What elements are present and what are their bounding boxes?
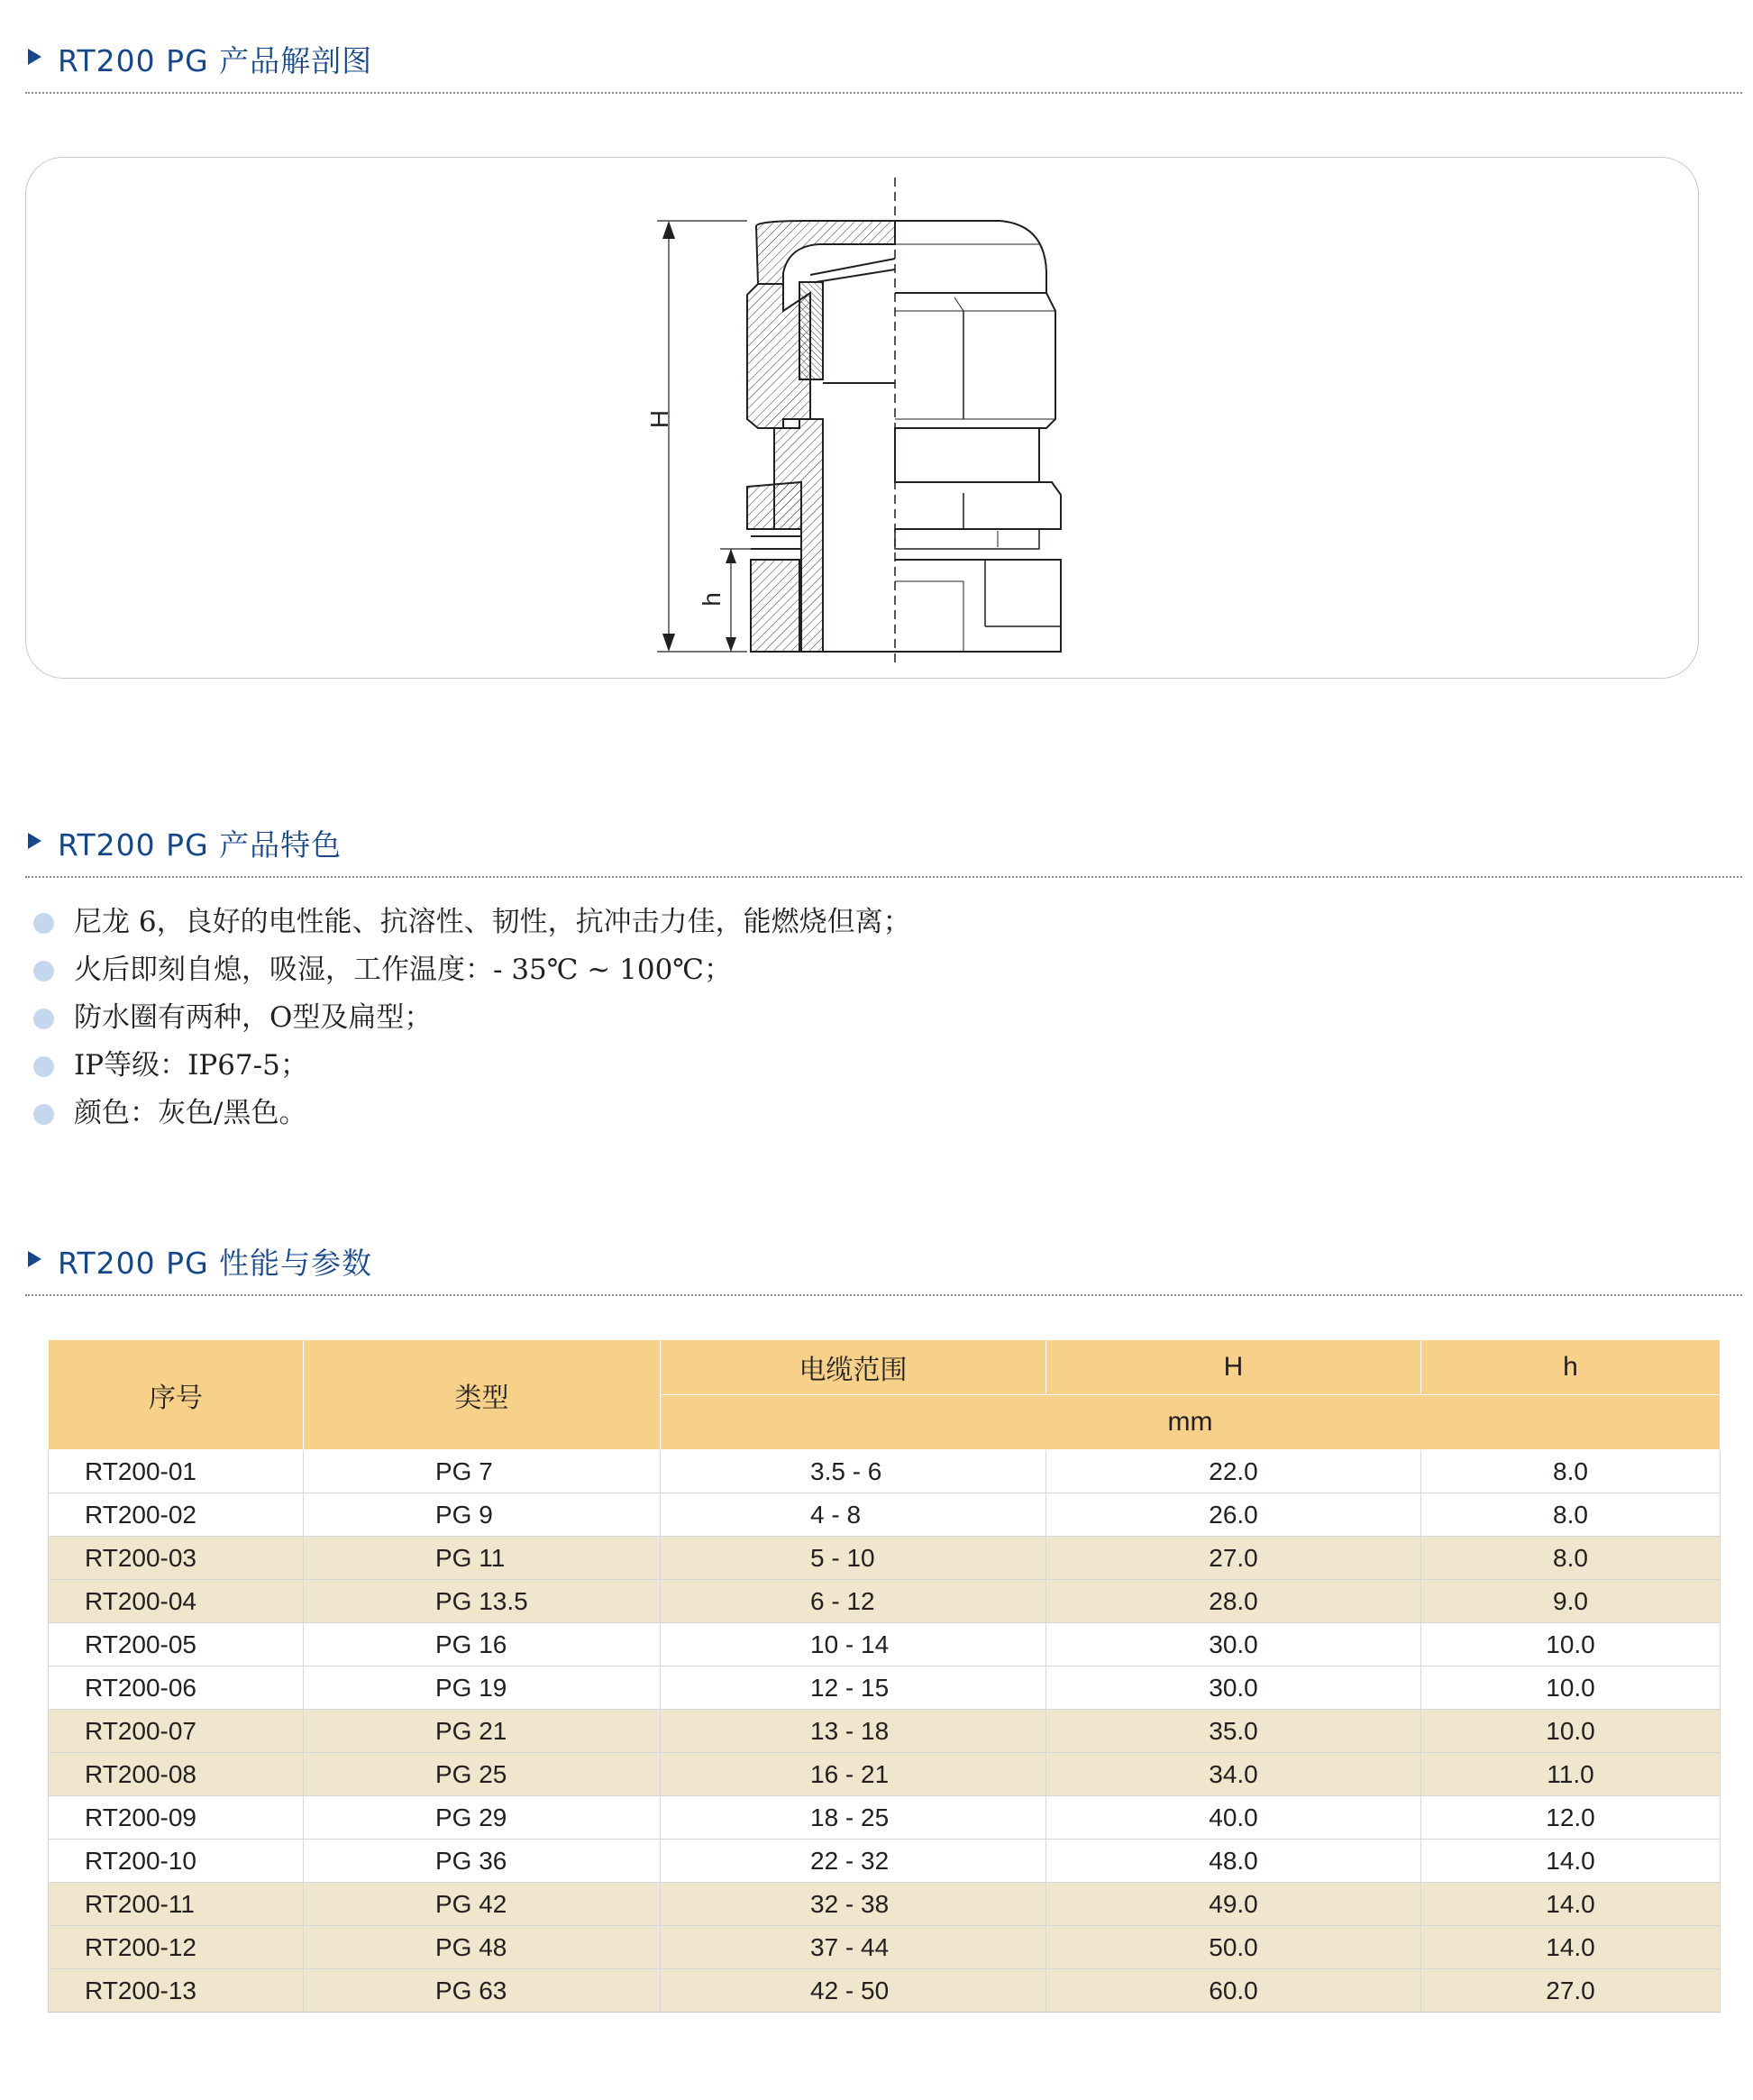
cell-serial: RT200-02 — [49, 1493, 304, 1537]
cell-cable-range: 32 - 38 — [661, 1883, 1046, 1926]
cell-h: 10.0 — [1421, 1623, 1721, 1666]
feature-list — [32, 899, 911, 1137]
table-row — [49, 1840, 1721, 1883]
cell-cable-range: 13 - 18 — [661, 1710, 1046, 1753]
cell-cable-range: 16 - 21 — [661, 1753, 1046, 1796]
header-cable-range: 电缆范围 — [661, 1340, 1046, 1395]
header-type: 类型 — [304, 1340, 661, 1450]
table-row — [49, 1883, 1721, 1926]
cell-type: PG 13.5 — [304, 1580, 661, 1623]
cell-H: 28.0 — [1046, 1580, 1421, 1623]
cell-h: 9.0 — [1421, 1580, 1721, 1623]
cell-cable-range: 3.5 - 6 — [661, 1450, 1046, 1493]
section-title: RT200 PG 性能与参数 — [58, 1246, 373, 1281]
cell-type: PG 11 — [304, 1537, 661, 1580]
cell-serial: RT200-05 — [49, 1623, 304, 1666]
cell-H: 30.0 — [1046, 1623, 1421, 1666]
spec-table — [48, 1339, 1721, 2013]
table-row — [49, 1493, 1721, 1537]
cell-h: 8.0 — [1421, 1493, 1721, 1537]
table-row — [49, 1580, 1721, 1623]
table-row — [49, 1926, 1721, 1969]
dimension-H-label: H — [645, 409, 673, 429]
cell-H: 34.0 — [1046, 1753, 1421, 1796]
cell-cable-range: 6 - 12 — [661, 1580, 1046, 1623]
cell-type: PG 21 — [304, 1710, 661, 1753]
bullet-dot-icon — [33, 913, 54, 934]
dimension-h-label: h — [698, 592, 726, 607]
feature-text: 防水圈有两种，O型及扁型； — [74, 1001, 433, 1034]
bullet-dot-icon — [33, 961, 54, 982]
cell-serial: RT200-08 — [49, 1753, 304, 1796]
feature-text: 颜色：灰色/黑色。 — [74, 1097, 307, 1129]
table-row — [49, 1796, 1721, 1840]
table-row — [49, 1710, 1721, 1753]
cell-H: 60.0 — [1046, 1969, 1421, 2013]
cell-type: PG 7 — [304, 1450, 661, 1493]
section-title: RT200 PG 产品解剖图 — [58, 43, 373, 78]
cell-type: PG 48 — [304, 1926, 661, 1969]
cell-type: PG 63 — [304, 1969, 661, 2013]
header-unit: mm — [661, 1395, 1721, 1450]
table-row — [49, 1666, 1721, 1710]
cell-type: PG 42 — [304, 1883, 661, 1926]
cell-cable-range: 10 - 14 — [661, 1623, 1046, 1666]
feature-text: 尼龙 6，良好的电性能、抗溶性、韧性，抗冲击力佳，能燃烧但离； — [74, 906, 911, 938]
cell-h: 27.0 — [1421, 1969, 1721, 2013]
table-row — [49, 1753, 1721, 1796]
header-H: H — [1046, 1340, 1421, 1395]
cell-serial: RT200-12 — [49, 1926, 304, 1969]
feature-item — [32, 994, 911, 1042]
cell-type: PG 9 — [304, 1493, 661, 1537]
cell-cable-range: 4 - 8 — [661, 1493, 1046, 1537]
cell-serial: RT200-10 — [49, 1840, 304, 1883]
cell-serial: RT200-04 — [49, 1580, 304, 1623]
cell-serial: RT200-01 — [49, 1450, 304, 1493]
cell-h: 14.0 — [1421, 1926, 1721, 1969]
cell-cable-range: 42 - 50 — [661, 1969, 1046, 2013]
bullet-dot-icon — [33, 1056, 54, 1077]
cell-type: PG 19 — [304, 1666, 661, 1710]
feature-item — [32, 1042, 911, 1090]
feature-text: 火后即刻自熄，吸湿，工作温度：- 35℃ ~ 100℃； — [74, 954, 732, 986]
cell-cable-range: 5 - 10 — [661, 1537, 1046, 1580]
cell-serial: RT200-09 — [49, 1796, 304, 1840]
section-header-specs — [25, 1240, 1742, 1296]
feature-item — [32, 946, 911, 994]
header-serial: 序号 — [49, 1340, 304, 1450]
table-row — [49, 1969, 1721, 2013]
cell-type: PG 36 — [304, 1840, 661, 1883]
cell-H: 30.0 — [1046, 1666, 1421, 1710]
cell-h: 12.0 — [1421, 1796, 1721, 1840]
cell-type: PG 29 — [304, 1796, 661, 1840]
cell-h: 14.0 — [1421, 1883, 1721, 1926]
cell-H: 40.0 — [1046, 1796, 1421, 1840]
cell-type: PG 25 — [304, 1753, 661, 1796]
cell-H: 26.0 — [1046, 1493, 1421, 1537]
cell-cable-range: 22 - 32 — [661, 1840, 1046, 1883]
header-h: h — [1421, 1340, 1721, 1395]
anatomy-diagram-panel — [25, 157, 1699, 679]
feature-text: IP等级：IP67-5； — [74, 1049, 308, 1082]
cell-serial: RT200-11 — [49, 1883, 304, 1926]
triangle-bullet-icon — [28, 1251, 41, 1267]
cell-h: 10.0 — [1421, 1710, 1721, 1753]
cell-h: 8.0 — [1421, 1537, 1721, 1580]
cell-h: 14.0 — [1421, 1840, 1721, 1883]
cell-H: 22.0 — [1046, 1450, 1421, 1493]
feature-item — [32, 1090, 911, 1137]
cell-cable-range: 37 - 44 — [661, 1926, 1046, 1969]
cell-H: 48.0 — [1046, 1840, 1421, 1883]
table-row — [49, 1537, 1721, 1580]
cell-h: 8.0 — [1421, 1450, 1721, 1493]
cell-h: 10.0 — [1421, 1666, 1721, 1710]
cell-serial: RT200-03 — [49, 1537, 304, 1580]
section-title: RT200 PG 产品特色 — [58, 827, 342, 863]
cell-h: 11.0 — [1421, 1753, 1721, 1796]
bullet-dot-icon — [33, 1009, 54, 1029]
cell-H: 27.0 — [1046, 1537, 1421, 1580]
triangle-bullet-icon — [28, 49, 41, 65]
spec-table-body — [49, 1450, 1721, 2013]
cell-cable-range: 12 - 15 — [661, 1666, 1046, 1710]
triangle-bullet-icon — [28, 833, 41, 849]
section-header-anatomy — [25, 38, 1742, 94]
cell-serial: RT200-13 — [49, 1969, 304, 2013]
cell-cable-range: 18 - 25 — [661, 1796, 1046, 1840]
cell-serial: RT200-07 — [49, 1710, 304, 1753]
bullet-dot-icon — [33, 1104, 54, 1125]
cell-H: 49.0 — [1046, 1883, 1421, 1926]
cell-serial: RT200-06 — [49, 1666, 304, 1710]
cell-H: 35.0 — [1046, 1710, 1421, 1753]
cable-gland-cross-section-diagram — [26, 158, 1698, 678]
cell-type: PG 16 — [304, 1623, 661, 1666]
table-row — [49, 1450, 1721, 1493]
cell-H: 50.0 — [1046, 1926, 1421, 1969]
section-header-features — [25, 822, 1742, 878]
feature-item — [32, 899, 911, 946]
table-row — [49, 1623, 1721, 1666]
